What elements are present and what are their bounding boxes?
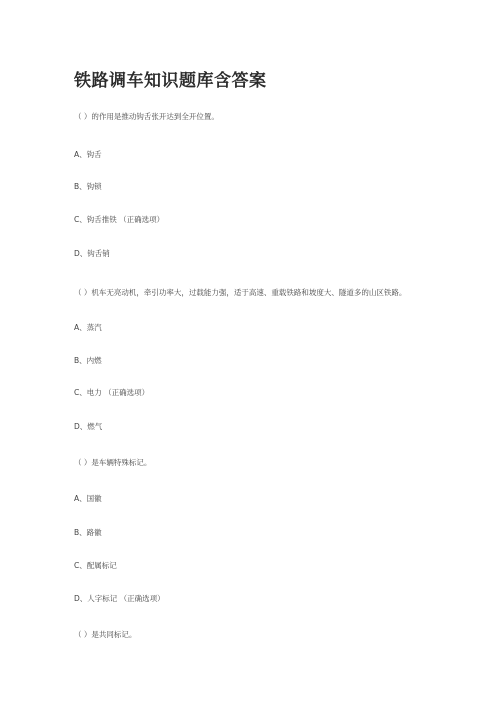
- question-2: （ ）机车无亮动机，牵引功率大，过载能力强，适于高速、重载铁路和坡度大、隧道多的山区铁路。: [74, 288, 407, 297]
- question-4: （ ）是共同标记。: [74, 630, 137, 639]
- question-3-option-d: D、人字标记 （正确选项）: [74, 594, 165, 603]
- question-1-option-d: D、钩舌销: [74, 249, 110, 258]
- question-1-option-a: A、钩舌: [74, 150, 102, 159]
- question-1: （ ）的作用是推动钩舌张开达到全开位置。: [74, 112, 219, 121]
- question-1-option-b: B、钩锁: [74, 182, 102, 191]
- question-3-option-a: A、国徽: [74, 494, 102, 503]
- question-3: （ ）是车辆特殊标记。: [74, 458, 152, 467]
- question-3-option-b: B、路徽: [74, 528, 102, 537]
- question-2-option-a: A、蒸汽: [74, 323, 102, 332]
- question-2-option-d: D、燃气: [74, 422, 103, 431]
- document-title: 铁路调车知识题库含答案: [74, 71, 267, 91]
- question-2-option-b: B、内燃: [74, 356, 102, 365]
- question-3-option-c: C、配属标记: [74, 561, 117, 570]
- question-2-option-c: C、电力 （正确选项）: [74, 388, 150, 397]
- question-1-option-c: C、钩舌推铁 （正确选项）: [74, 215, 165, 224]
